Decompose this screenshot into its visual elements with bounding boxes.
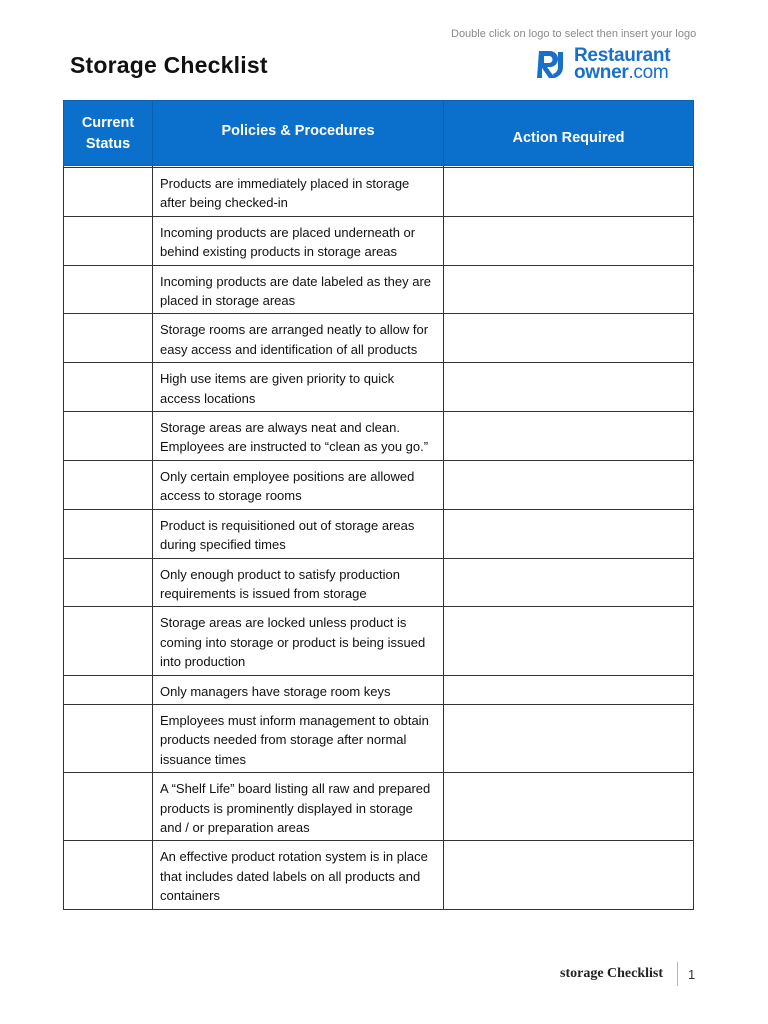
action-cell[interactable] bbox=[444, 412, 694, 461]
logo-owner-text: owner bbox=[574, 62, 629, 83]
logo-instruction-text: Double click on logo to select then insert your logo bbox=[451, 28, 697, 40]
logo-dotcom-text: .com bbox=[628, 62, 669, 83]
action-cell[interactable] bbox=[444, 216, 694, 265]
action-cell[interactable] bbox=[444, 675, 694, 704]
policy-cell: Incoming products are date labeled as they are placed in storage areas bbox=[153, 265, 444, 314]
restaurant-owner-logo[interactable] bbox=[536, 46, 670, 82]
policy-cell: A “Shelf Life” board listing all raw and prepared products is prominently displayed in storage and / or preparation areas bbox=[153, 773, 444, 841]
action-cell[interactable] bbox=[444, 607, 694, 675]
action-cell[interactable] bbox=[444, 841, 694, 909]
table-row bbox=[64, 773, 694, 841]
status-cell[interactable] bbox=[64, 558, 153, 607]
table-row bbox=[64, 168, 694, 217]
action-cell[interactable] bbox=[444, 460, 694, 509]
table-row bbox=[64, 704, 694, 772]
header-current-status: Current Status bbox=[64, 101, 153, 166]
logo-line-restaurant: Restaurant bbox=[574, 45, 671, 66]
table-row bbox=[64, 607, 694, 675]
status-cell[interactable] bbox=[64, 265, 153, 314]
policy-cell: Employees must inform management to obtain products needed from storage after normal issuance times bbox=[153, 704, 444, 772]
page-number: 1 bbox=[688, 966, 696, 982]
status-cell[interactable] bbox=[64, 314, 153, 363]
table-row bbox=[64, 675, 694, 704]
storage-checklist-table bbox=[63, 100, 694, 910]
action-cell[interactable] bbox=[444, 704, 694, 772]
policy-cell: Only enough product to satisfy production requirements is issued from storage bbox=[153, 558, 444, 607]
table-header-row bbox=[64, 101, 694, 166]
ro-logo-icon bbox=[536, 47, 570, 81]
logo-wordmark bbox=[574, 47, 670, 81]
status-cell[interactable] bbox=[64, 607, 153, 675]
policy-cell: Only certain employee positions are allowed access to storage rooms bbox=[153, 460, 444, 509]
header-policies-procedures: Policies & Procedures bbox=[153, 101, 444, 166]
table-row bbox=[64, 265, 694, 314]
table-row bbox=[64, 460, 694, 509]
table-row bbox=[64, 841, 694, 909]
action-cell[interactable] bbox=[444, 509, 694, 558]
table-row bbox=[64, 509, 694, 558]
action-cell[interactable] bbox=[444, 314, 694, 363]
policy-cell: Storage areas are always neat and clean. Employees are instructed to “clean as you go.” bbox=[153, 412, 444, 461]
action-cell[interactable] bbox=[444, 773, 694, 841]
policy-cell: Storage rooms are arranged neatly to allow for easy access and identification of all products bbox=[153, 314, 444, 363]
status-cell[interactable] bbox=[64, 460, 153, 509]
policy-cell: Incoming products are placed underneath or behind existing products in storage areas bbox=[153, 216, 444, 265]
status-cell[interactable] bbox=[64, 704, 153, 772]
policy-cell: An effective product rotation system is in place that includes dated labels on all products and containers bbox=[153, 841, 444, 909]
footer-document-name: storage Checklist bbox=[560, 966, 664, 981]
action-cell[interactable] bbox=[444, 168, 694, 217]
status-cell[interactable] bbox=[64, 412, 153, 461]
policy-cell: Storage areas are locked unless product is coming into storage or product is being issued into production bbox=[153, 607, 444, 675]
table-row bbox=[64, 558, 694, 607]
policy-cell: High use items are given priority to quick access locations bbox=[153, 363, 444, 412]
status-cell[interactable] bbox=[64, 675, 153, 704]
page-title: Storage Checklist bbox=[70, 52, 268, 78]
table-row bbox=[64, 314, 694, 363]
logo-line-owner bbox=[574, 64, 670, 81]
header-action-required: Action Required bbox=[444, 101, 694, 166]
policy-cell: Only managers have storage room keys bbox=[153, 675, 444, 704]
action-cell[interactable] bbox=[444, 265, 694, 314]
status-cell[interactable] bbox=[64, 216, 153, 265]
table-row bbox=[64, 412, 694, 461]
footer-divider bbox=[677, 962, 678, 986]
action-cell[interactable] bbox=[444, 558, 694, 607]
page-footer bbox=[560, 962, 695, 986]
policy-cell: Products are immediately placed in storage after being checked-in bbox=[153, 168, 444, 217]
status-cell[interactable] bbox=[64, 168, 153, 217]
action-cell[interactable] bbox=[444, 363, 694, 412]
table-row bbox=[64, 216, 694, 265]
status-cell[interactable] bbox=[64, 773, 153, 841]
status-cell[interactable] bbox=[64, 363, 153, 412]
policy-cell: Product is requisitioned out of storage areas during specified times bbox=[153, 509, 444, 558]
status-cell[interactable] bbox=[64, 509, 153, 558]
status-cell[interactable] bbox=[64, 841, 153, 909]
table-row bbox=[64, 363, 694, 412]
